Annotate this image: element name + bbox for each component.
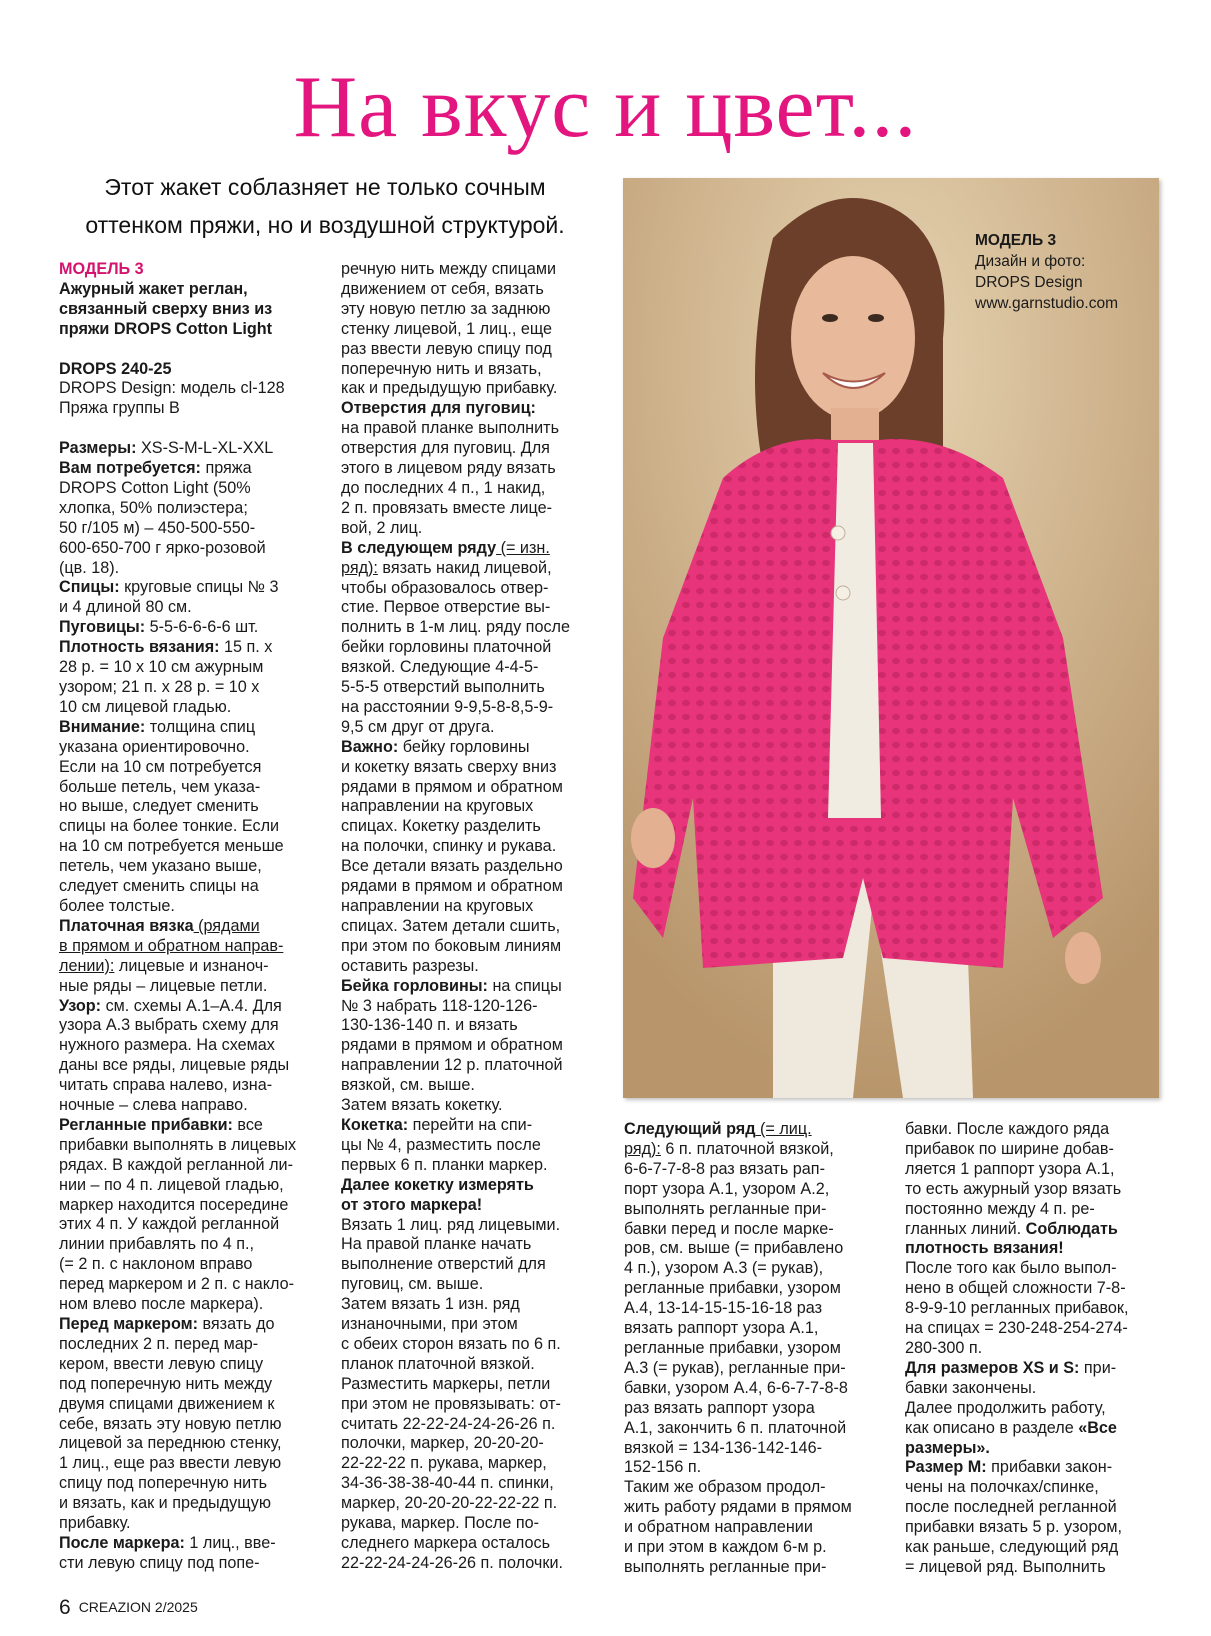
page-title: На вкус и цвет... bbox=[293, 59, 918, 156]
column-4: бавки. После каждого ряда прибавок по ширине добав- ляется 1 раппорт узора А.1, то есть ажурный узор вязать постоянно между 4 п. ре- гланных линий. Соблюдать плотность вязания! После того как было выпол- нено в общей сложности 7-8- 8-9-9-10 регланных прибавок, на спицах = 230-248-254-274- 280-300 п. Для размеров XS и S: при- бавки закончены. Далее продолжить работу, как описано в разделе «Все размеры». Размер М: прибавки закон- чены на полочках/спинке, после последней регланной прибавки вязать 5 р. узором, как раньше, следующий ряд = лицевой ряд. Выполнить bbox=[905, 1120, 1129, 1576]
page-footer bbox=[59, 1596, 198, 1620]
column-2: речную нить между спицами движением от себя, вязать эту новую петлю за заднюю стенку лицевой, 1 лиц., еще раз ввести левую спицу под поперечную нить и вязать, как и предыдущую прибавку. Отверстия для пуговиц: на правой планке выполнить отверстия для пуговиц. Для этого в лицевом ряду вязать до последних 4 п., 1 накид, 2 п. провязать вместе лице- вой, 2 лиц. В следующем ряду (= изн. ряд): вязать накид лицевой, чтобы образовалось отвер- стие. Первое отверстие вы- полнить в 1-м лиц. ряду после бейки горловины платочной вязкой. Следующие 4-4-5- 5-5-5 отверстий выполнить на расстоянии 9-9,5-8-8,5-9- 9,5 см друг от друга. Важно: бейку горловины и кокетку вязать сверху вниз рядами в прямом и обратном направлении на круговых спицах. Кокетку разделить на полочки, спинку и рукава. Все детали вязать раздельно рядами в прямом и обратном направлении на круговых спицах. Затем детали сшить, при этом по боковым линиям оставить разрезы. Бейка горловины: на спицы № 3 набрать 118-120-126- 130-136-140 п. и вязать рядами в прямом и обратном направлении 12 р. платочной вязкой, см. выше. Затем вязать кокетку. Кокетка: перейти на спи- цы № 4, разместить после первых 6 п. планки маркер. Далее кокетку измерять от этого маркера! Вязать 1 лиц. ряд лицевыми. На правой планке начать выполнение отверстий для пуговиц, см. выше. Затем вязать 1 изн. ряд изнаночными, при этом с обеих сторон вязать по 6 п. планок платочной вязкой. Разместить маркеры, петли при этом не провязывать: от- считать 22-22-24-24-26-26 п. полочки, маркер, 20-20-20- 22-22-22 п. рукава, маркер, 34-36-38-38-40-44 п. спинки, маркер, 20-20-20-22-22-22 п. рукава, маркер. После по- следнего маркера осталось 22-22-24-24-26-26 п. полочки. bbox=[341, 260, 570, 1572]
magazine-issue: CREAZION 2/2025 bbox=[78, 1599, 198, 1615]
column-3: Следующий ряд (= лиц. ряд): 6 п. платочной вязкой, 6-6-7-7-8-8 раз вязать рап- порт узора А.1, узором А.2, выполнять регланные при- бавки перед и после марке- ров, см. выше (= прибавлено 4 п.), узором А.3 (= рукав), регланные прибавки, узором А.4, 13-14-15-15-16-18 раз вязать раппорт узора А.1, регланные прибавки, узором А.3 (= рукав), регланные при- бавки, узором А.4, 6-6-7-7-8-8 раз вязать раппорт узора А.1, закончить 6 п. платочной вязкой = 134-136-142-146- 152-156 п. Таким же образом продол- жить работу рядами в прямом и обратном направлении и при этом в каждом 6-м р. выполнять регланные при- bbox=[624, 1120, 852, 1576]
column-1: МОДЕЛЬ 3 Ажурный жакет реглан, связанный сверху вниз из пряжи DROPS Cotton Light DROPS 240-25 DROPS Design: модель cl-128 Пряжа группы B Размеры: XS-S-M-L-XL-XXL Вам потребуется: пряжа DROPS Cotton Light (50% хлопка, 50% полиэстера; 50 г/105 м) – 450-500-550- 600-650-700 г ярко-розовой (цв. 18). Спицы: круговые спицы № 3 и 4 длиной 80 см. Пуговицы: 5-5-6-6-6-6 шт. Плотность вязания: 15 п. х 28 р. = 10 х 10 см ажурным узором; 21 п. х 28 р. = 10 х 10 см лицевой гладью. Внимание: толщина спиц указана ориентировочно. Если на 10 см потребуется больше петель, чем указа- но выше, следует сменить спицы на более тонкие. Если на 10 см потребуется меньше петель, чем указано выше, следует сменить спицы на более толстые. Платочная вязка (рядами в прямом и обратном направ- лении): лицевые и изнаноч- ные ряды – лицевые петли. Узор: см. схемы А.1–А.4. Для узора А.3 выбрать схему для нужного размера. На схемах даны все ряды, лицевые ряды читать справа налево, изна- ночные – слева направо. Регланные прибавки: все прибавки выполнять в лицевых рядах. В каждой регланной ли- нии – по 4 п. лицевой гладью, маркер находится посередине этих 4 п. У каждой регланной линии прибавлять по 4 п., (= 2 п. с наклоном вправо перед маркером и 2 п. с накло- ном влево после маркера). Перед маркером: вязать до последних 2 п. перед мар- кером, ввести левую спицу под поперечную нить между двумя спицами движением к себе, вязать эту новую петлю лицевой за переднюю стенку, 1 лиц., еще раз ввести левую спицу под поперечную нить и вязать, как и предыдущую прибавку. После маркера: 1 лиц., вве- сти левую спицу под попе- bbox=[59, 260, 309, 1574]
model-photo bbox=[623, 178, 1159, 1098]
page-number: 6 bbox=[59, 1596, 71, 1619]
model-label: МОДЕЛЬ 3 bbox=[59, 260, 144, 278]
lead-text: Этот жакет соблазняет не только сочным оттенком пряжи, но и воздушной структурой. bbox=[85, 174, 565, 238]
photo-credit: МОДЕЛЬ 3 Дизайн и фото: DROPS Design www.garnstudio.com bbox=[975, 232, 1119, 312]
